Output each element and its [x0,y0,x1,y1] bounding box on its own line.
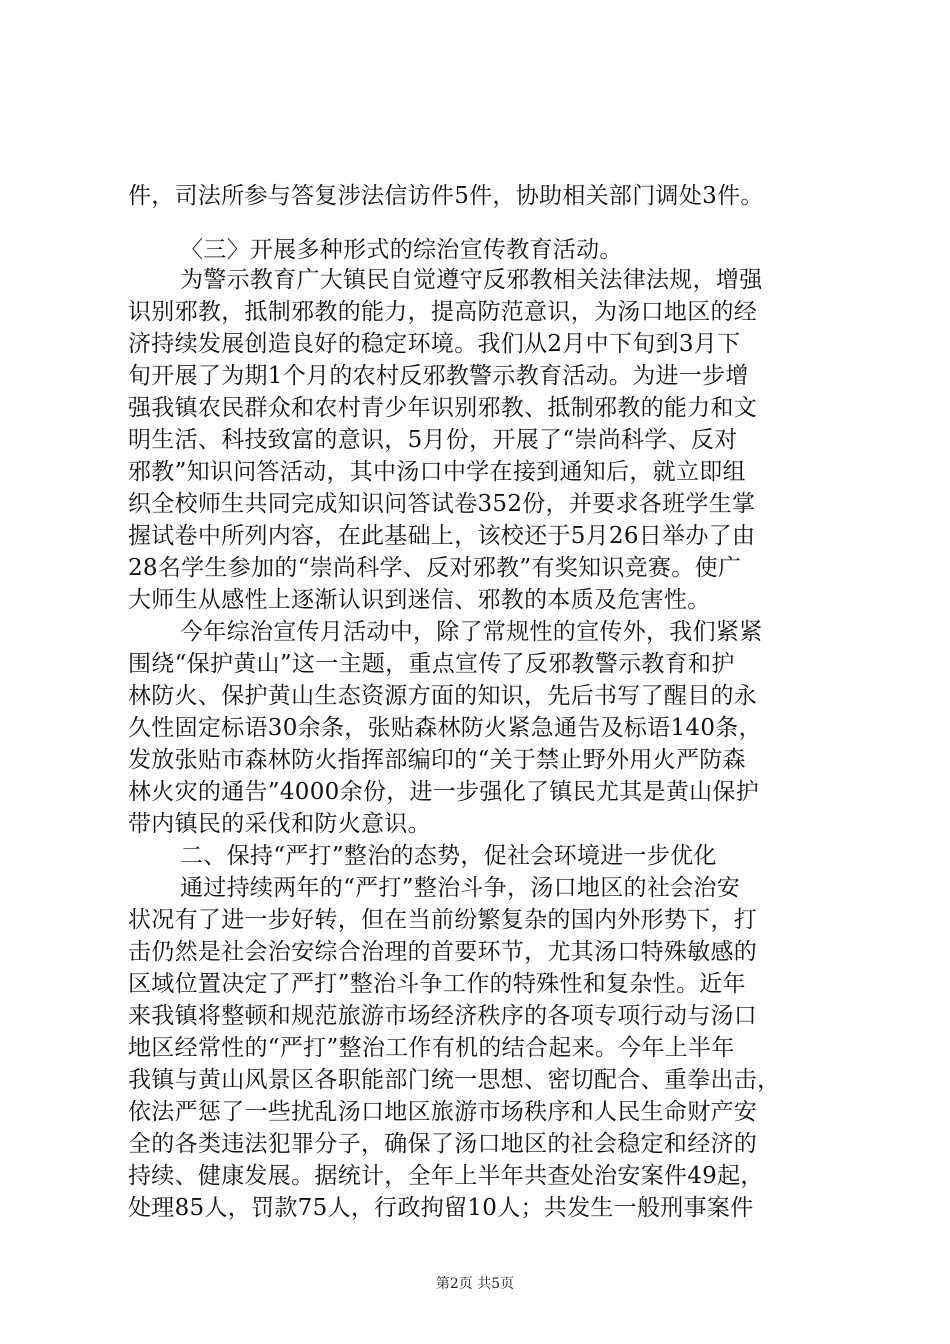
body-line: 带内镇民的采伐和防火意识。 [128,811,431,837]
section-heading: 二、保持“严打”整治的态势，促社会环境进一步优化 [180,843,717,869]
body-line: 全的各类违法犯罪分子，确保了汤口地区的社会稳定和经济的 [128,1131,758,1157]
body-line: 林防火、保护黄山生态资源方面的知识，先后书写了醒目的永 [128,683,758,709]
body-line: 旬开展了为期1个月的农村反邪教警示教育活动。为进一步增 [128,363,749,389]
body-line: 济持续发展创造良好的稳定环境。我们从2月中下旬到3月下 [128,331,741,357]
body-line: 处理85人，罚款75人，行政拘留10人；共发生一般刑事案件 [128,1195,754,1221]
section-heading: 〈三〉开展多种形式的综治宣传教育活动。 [180,237,623,263]
body-line: 依法严惩了一些扰乱汤口地区旅游市场秩序和人民生命财产安 [128,1099,758,1125]
body-line: 大师生从感性上逐渐认识到迷信、邪教的本质及危害性。 [128,587,711,613]
body-line: 织全校师生共同完成知识问答试卷352份，并要求各班学生掌 [128,491,756,517]
body-line: 发放张贴市森林防火指挥部编印的“关于禁止野外用火严防森 [128,747,746,773]
body-line: 地区经常性的“严打”整治工作有机的结合起来。今年上半年 [128,1035,735,1061]
body-line: 今年综治宣传月活动中，除了常规性的宣传外，我们紧紧 [180,619,763,645]
body-line: 强我镇农民群众和农村青少年识别邪教、抵制邪教的能力和文 [128,395,758,421]
body-line: 来我镇将整顿和规范旅游市场经济秩序的各项专项行动与汤口 [128,1003,758,1029]
body-line: 状况有了进一步好转，但在当前纷繁复杂的国内外形势下，打 [128,907,758,933]
body-line: 我镇与黄山风景区各职能部门统一思想、密切配合、重拳出击， [128,1067,781,1093]
body-line: 件，司法所参与答复涉法信访件5件，协助相关部门调处3件。 [128,183,764,209]
body-line: 林火灾的通告”4000余份，进一步强化了镇民尤其是黄山保护 [128,779,759,805]
body-line: 围绕“保护黄山”这一主题，重点宣传了反邪教警示教育和护 [128,651,735,677]
body-line: 握试卷中所列内容，在此基础上，该校还于5月26日举办了由 [128,523,756,549]
body-line: 击仍然是社会治安综合治理的首要环节，尤其汤口特殊敏感的 [128,939,758,965]
body-line: 久性固定标语30余条，张贴森林防火紧急通告及标语140条， [128,715,762,741]
page-number-footer: 第2页 共5页 [435,1276,515,1292]
body-line: 持续、健康发展。据统计，全年上半年共查处治安案件49起， [128,1163,764,1189]
body-line: 明生活、科技致富的意识，5月份，开展了“崇尚科学、反对 [128,427,738,453]
body-line: 区域位置决定了严打”整治斗争工作的特殊性和复杂性。近年 [128,971,746,997]
body-line: 28名学生参加的“崇尚科学、反对邪教”有奖知识竞赛。使广 [128,555,742,581]
body-line: 识别邪教，抵制邪教的能力，提高防范意识，为汤口地区的经 [128,299,758,325]
body-line: 为警示教育广大镇民自觉遵守反邪教相关法律法规，增强 [180,267,763,293]
body-line: 邪教”知识问答活动，其中汤口中学在接到通知后，就立即组 [128,459,746,485]
body-line: 通过持续两年的“严打”整治斗争，汤口地区的社会治安 [180,875,741,901]
